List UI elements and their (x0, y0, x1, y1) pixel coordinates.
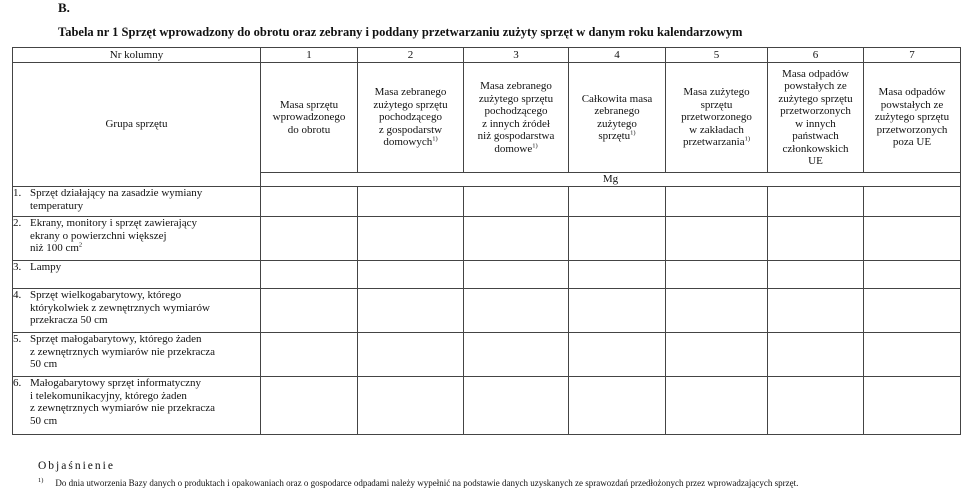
column-header-line: przetworzonych (780, 105, 851, 117)
data-cell (768, 217, 864, 261)
table-row (13, 289, 961, 333)
column-header-line: powstałych ze (784, 80, 847, 92)
data-cell (768, 377, 864, 435)
equipment-table (12, 47, 961, 435)
column-header-line: poza UE (892, 136, 932, 149)
row-text (30, 333, 260, 371)
data-cell (464, 289, 569, 333)
column-header-line: zużytego sprzętu (373, 98, 448, 111)
row-text-line: z zewnętrznych wymiarów nie przekracza (30, 345, 216, 358)
column-header-line: zużytego sprzętu (778, 92, 853, 105)
row-text-line: 50 cm (30, 414, 58, 427)
column-header-line: Masa sprzętu (279, 98, 339, 111)
column-header-2 (358, 63, 464, 173)
data-cell (864, 377, 961, 435)
data-cell (864, 217, 961, 261)
footnote-mark: 1) (38, 477, 44, 484)
column-number-5: 5 (666, 48, 768, 63)
group-label: Grupa sprzętu (13, 63, 261, 187)
footnote-ref: 1) (744, 135, 751, 143)
column-number-label: Nr kolumny (13, 48, 261, 63)
column-header-line: członkowskich (782, 142, 849, 155)
column-header-line: powstałych ze (880, 98, 944, 111)
column-header-1 (261, 63, 358, 173)
column-header-line: do obrotu (287, 123, 331, 136)
column-header-line: sprzętu (598, 130, 631, 142)
row-text-line: Sprzęt działający na zasadzie wymiany (30, 187, 203, 199)
row-text (30, 377, 260, 427)
row-label (13, 333, 261, 377)
data-cell (666, 187, 768, 217)
row-text (30, 261, 260, 274)
column-header-line: w zakładach (689, 123, 744, 136)
footnote-ref: 1) (630, 129, 636, 137)
row-number: 6. (13, 377, 22, 389)
row-text-line: Sprzęt wielkogabarytowy, którego (30, 289, 182, 301)
footnote (38, 475, 968, 489)
column-header-line: przetworzonych (876, 123, 948, 136)
superscript: 2 (78, 241, 83, 249)
table-row (13, 187, 961, 217)
row-text-line: Sprzęt małogabarytowy, którego żaden (30, 333, 202, 345)
row-label (13, 187, 261, 217)
column-number-3: 3 (464, 48, 569, 63)
column-number-7: 7 (864, 48, 961, 63)
row-text (30, 289, 260, 327)
data-cell (864, 187, 961, 217)
data-cell (768, 187, 864, 217)
row-label-content (13, 217, 260, 255)
row-number: 3. (13, 261, 22, 273)
table-row (13, 377, 961, 435)
row-text (30, 187, 260, 212)
column-header-line: Masa zebranego (374, 86, 447, 99)
column-header-line: sprzętu (700, 98, 733, 111)
row-label (13, 217, 261, 261)
row-label (13, 261, 261, 289)
data-cell (768, 289, 864, 333)
data-cell (569, 187, 666, 217)
row-label-content (13, 289, 260, 327)
data-cell (464, 377, 569, 435)
data-cell (666, 377, 768, 435)
data-cell (464, 333, 569, 377)
column-header-line: zużytego sprzętu (478, 92, 554, 105)
data-cell (358, 261, 464, 289)
data-cell (358, 217, 464, 261)
row-text-line: przekracza 50 cm (30, 314, 108, 326)
data-cell (261, 261, 358, 289)
data-cell (569, 333, 666, 377)
data-cell (261, 333, 358, 377)
footnote-text: Do dnia utworzenia Bazy danych o produktach i opakowaniach oraz o gospodarce odpadami należy wypełnić na podstawie danych uzyskanych ze sprawozdań przedłożonych przez wprowadzających sprzęt. (55, 478, 799, 488)
legend-title: Objaśnienie (38, 460, 115, 472)
column-header-line: domowych (383, 136, 433, 149)
data-cell (666, 261, 768, 289)
column-header-line: z innych źródeł (482, 117, 550, 130)
row-number: 5. (13, 333, 22, 345)
column-header-5 (666, 63, 768, 173)
row-text-line: 50 cm (30, 358, 58, 370)
column-header-line: zużytego (597, 117, 637, 130)
data-cell (666, 217, 768, 261)
row-text-line: Ekrany, monitory i sprzęt zawierający (30, 217, 197, 229)
row-text-line: Małogabarytowy sprzęt informatyczny (30, 377, 202, 389)
data-cell (261, 289, 358, 333)
column-header-line: w innych (795, 117, 836, 130)
data-cell (569, 289, 666, 333)
row-text-line: z zewnętrznych wymiarów nie przekracza (30, 402, 216, 414)
unit-label: Mg (261, 173, 961, 187)
row-label-content (13, 261, 260, 274)
table-row (13, 261, 961, 289)
column-header-line: domowe (494, 142, 533, 155)
column-header-7 (864, 63, 961, 173)
footnote-ref: 1) (432, 135, 438, 143)
column-header-line: pochodzącego (484, 105, 548, 117)
data-cell (358, 289, 464, 333)
table-title: Tabela nr 1 Sprzęt wprowadzony do obrotu oraz zebrany i poddany przetwarzaniu zużyty sprzęt w danym roku kalendarzowym (58, 25, 743, 39)
footnote-ref: 1) (532, 141, 538, 149)
data-cell (358, 333, 464, 377)
data-cell (864, 261, 961, 289)
column-header-line: pochodzącego (379, 111, 442, 124)
column-header-line: niż gospodarstwa (477, 130, 555, 142)
column-header-4 (569, 63, 666, 173)
column-number-1: 1 (261, 48, 358, 63)
data-cell (464, 187, 569, 217)
column-header-line: przetwarzania (682, 136, 745, 149)
row-label (13, 377, 261, 435)
row-label-content (13, 377, 260, 427)
column-header-line: Masa odpadów (782, 67, 849, 80)
data-cell (569, 261, 666, 289)
data-cell (464, 261, 569, 289)
column-header-3 (464, 63, 569, 173)
column-number-row (13, 48, 961, 63)
row-number: 1. (13, 187, 22, 199)
column-number-4: 4 (569, 48, 666, 63)
data-cell (864, 333, 961, 377)
row-text (30, 217, 260, 255)
column-header-line: Całkowita masa (581, 92, 653, 105)
data-cell (464, 217, 569, 261)
column-header-line: przetworzonego (681, 111, 752, 124)
data-cell (261, 187, 358, 217)
data-cell (358, 377, 464, 435)
column-header-line: zebranego (594, 105, 640, 117)
row-text-line: Lampy (30, 261, 62, 273)
data-cell (864, 289, 961, 333)
column-header-line: wprowadzonego (272, 111, 346, 124)
column-header-line: zużytego sprzętu (874, 111, 950, 124)
column-description-row (13, 63, 961, 173)
data-cell (358, 187, 464, 217)
data-cell (261, 377, 358, 435)
column-header-line: państwach (792, 130, 839, 142)
row-number: 2. (13, 217, 22, 229)
row-label (13, 289, 261, 333)
column-number-6: 6 (768, 48, 864, 63)
column-header-line: z gospodarstw (378, 123, 443, 136)
row-label-content (13, 333, 260, 371)
data-cell (768, 333, 864, 377)
column-header-line: UE (808, 155, 823, 167)
data-cell (666, 289, 768, 333)
column-header-line: Masa zebranego (480, 80, 552, 92)
data-cell (666, 333, 768, 377)
row-text-line: którykolwiek z zewnętrznych wymiarów (30, 301, 210, 314)
section-letter: B. (58, 0, 70, 15)
table-row (13, 217, 961, 261)
data-cell (569, 377, 666, 435)
column-header-line: Masa odpadów (878, 86, 946, 99)
row-number: 4. (13, 289, 22, 301)
row-text-line: niż 100 cm (30, 242, 79, 254)
row-text-line: i telekomunikacyjny, którego żaden (30, 389, 187, 402)
column-header-6 (768, 63, 864, 173)
row-label-content (13, 187, 260, 212)
column-number-2: 2 (358, 48, 464, 63)
data-cell (569, 217, 666, 261)
column-header-line: Masa zużytego (683, 86, 750, 99)
row-text-line: temperatury (30, 199, 84, 212)
data-cell (261, 217, 358, 261)
table-row (13, 333, 961, 377)
row-text-line: ekrany o powierzchni większej (30, 229, 167, 242)
data-cell (768, 261, 864, 289)
